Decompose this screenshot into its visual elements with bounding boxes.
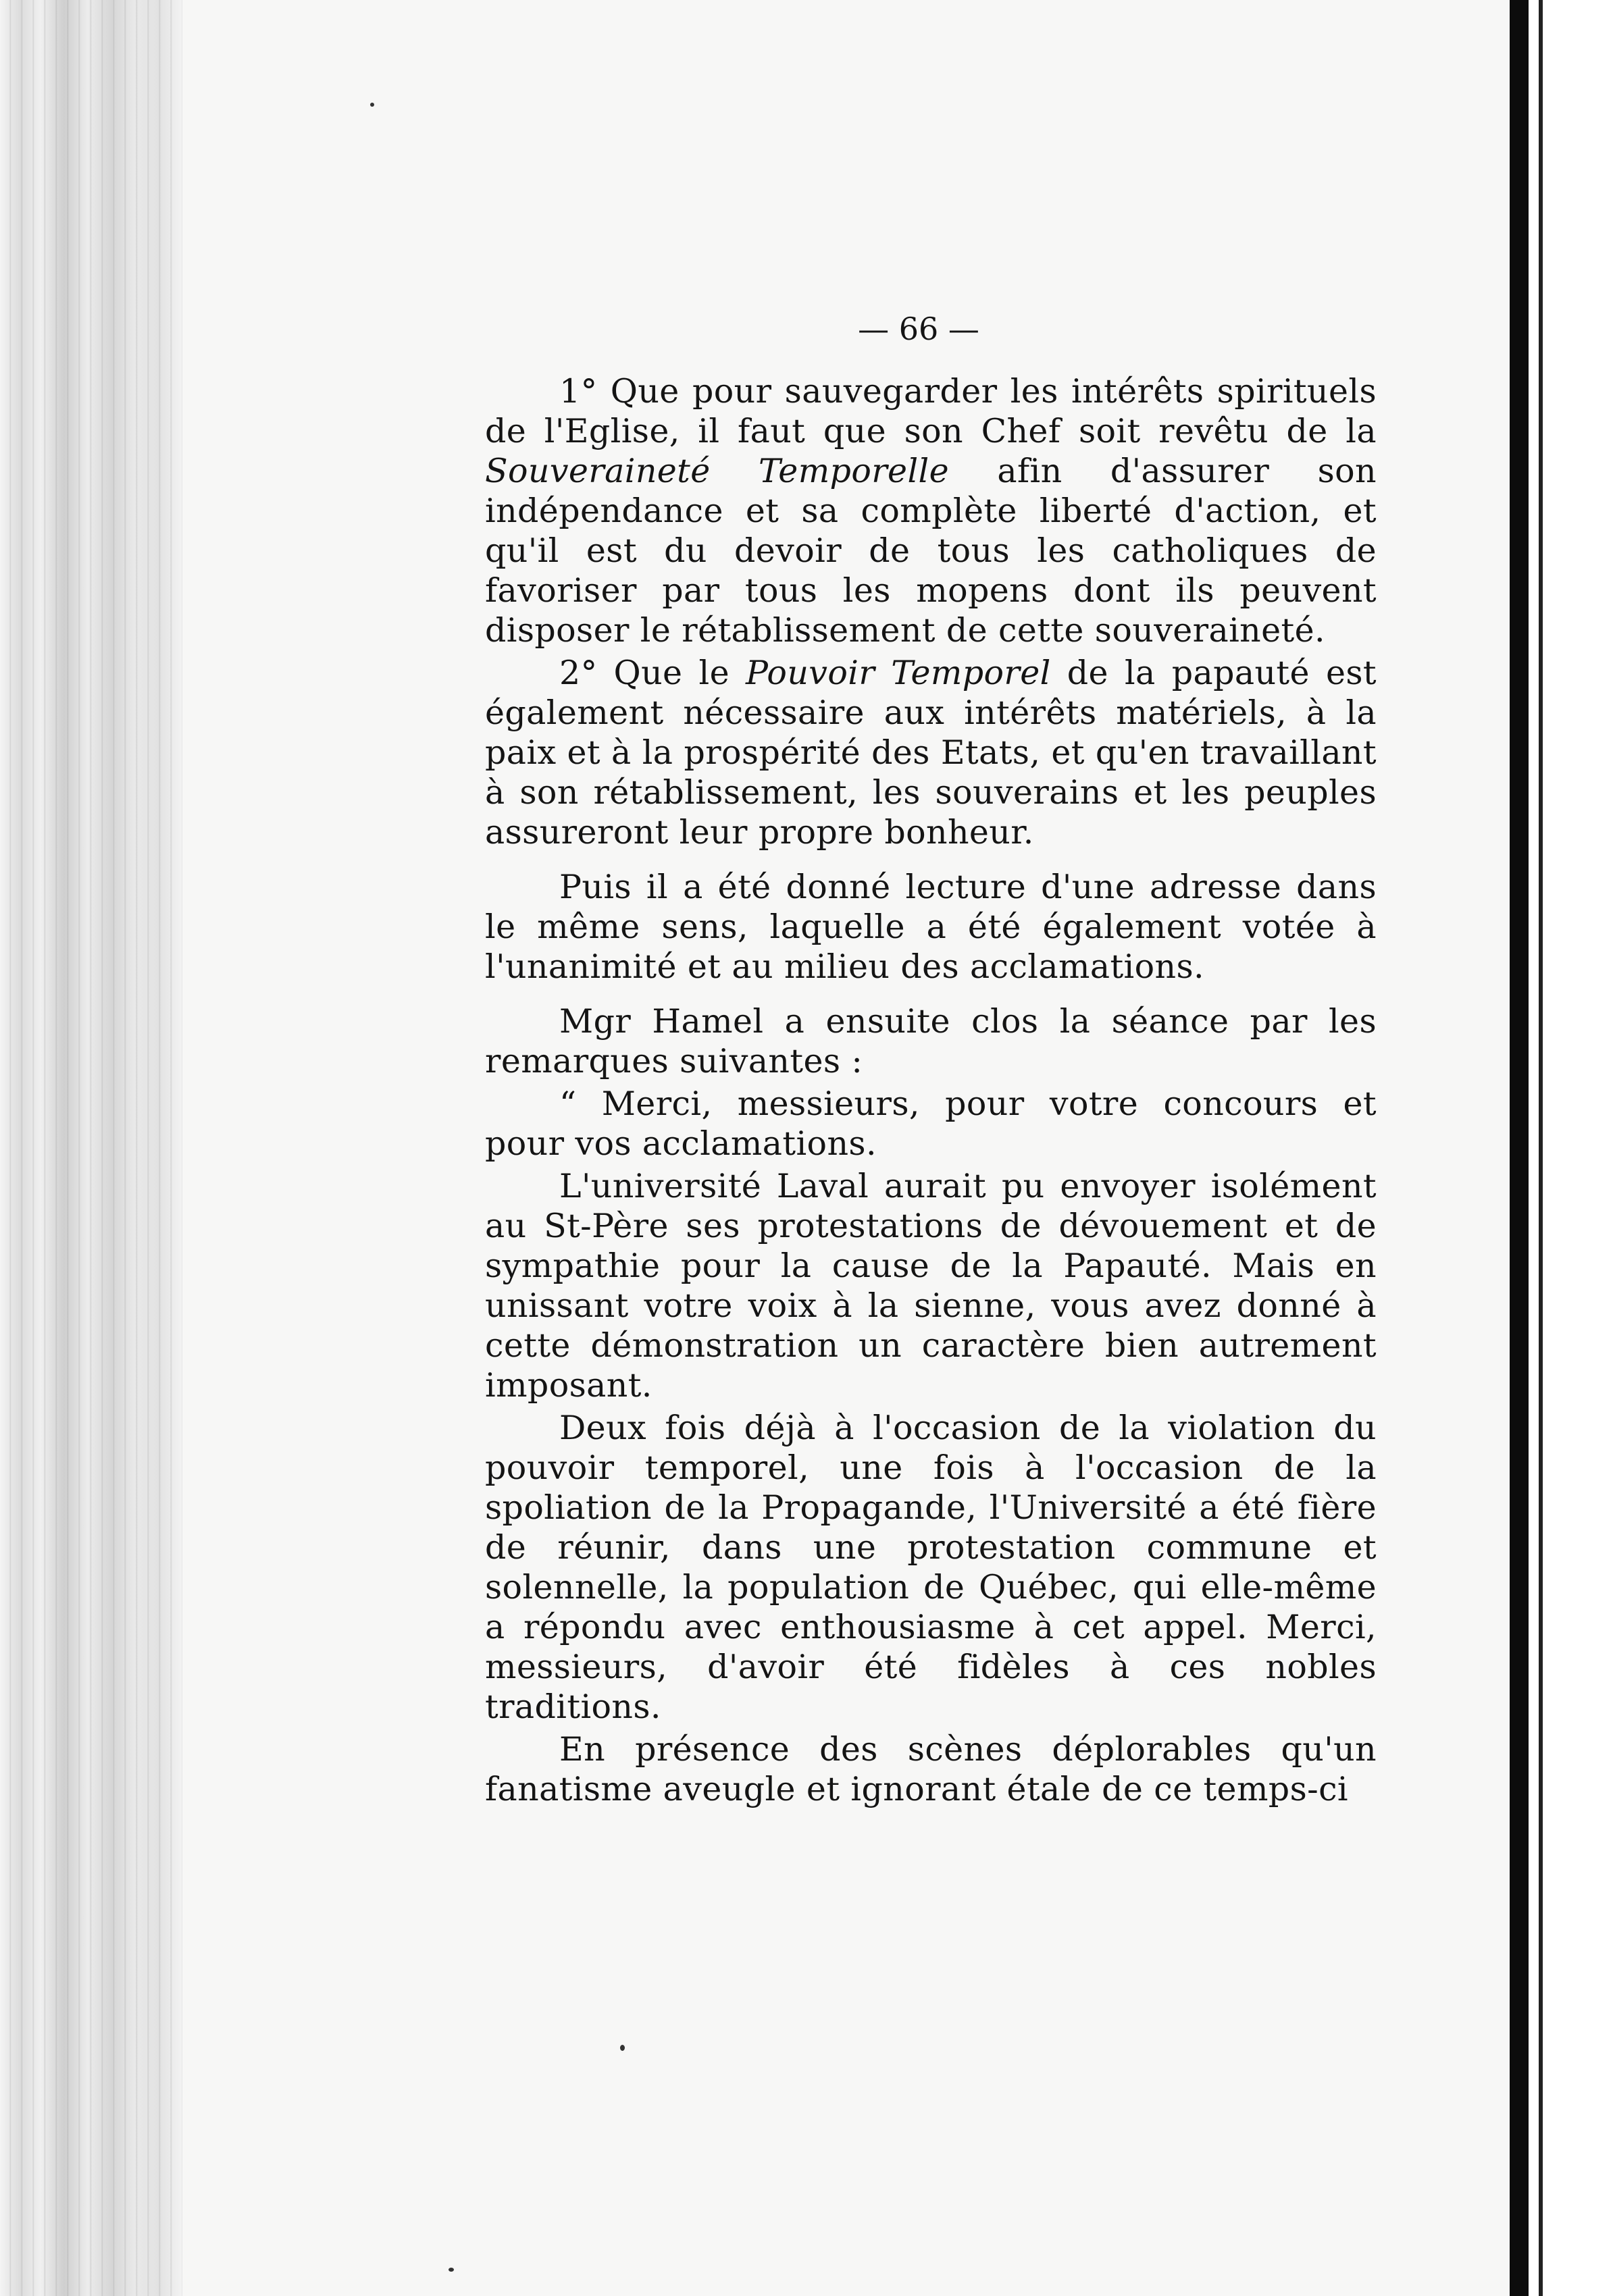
paragraph-text: afin d'assurer son indépendance et sa complète liberté d'action, et qu'il est du devoir de tous les catholiques de favoriser par tous les mopens dont ils peuvent disposer le rétablissement de cette souveraineté. bbox=[485, 452, 1377, 650]
paragraph-text: 1° Que pour sauvegarder les intérêts spirituels de l'Eglise, il faut que son Chef soit revêtu de la bbox=[485, 372, 1377, 450]
ink-speck bbox=[370, 103, 374, 107]
paragraph-text: 2° Que le bbox=[559, 654, 746, 692]
paragraph-resolution-1 bbox=[485, 371, 1377, 650]
ink-speck bbox=[449, 2268, 454, 2272]
scan-border-dark bbox=[1510, 0, 1529, 2296]
body-text bbox=[485, 297, 1377, 1809]
paragraph-universite-laval: L'université Laval aurait pu envoyer isolément au St-Père ses protestations de dévouement et de sympathie pour la cause de la Papauté. Mais en unissant votre voix à la sienne, vous avez donné à cette démonstration un caractère bien autrement imposant. bbox=[485, 1167, 1377, 1405]
italic-term: Souveraineté Temporelle bbox=[485, 452, 949, 490]
paragraph-address: Puis il a été donné lecture d'une adresse dans le même sens, laquelle a été également votée à l'unanimité et au milieu des acclamations. bbox=[485, 868, 1377, 986]
paragraph-en-presence: En présence des scènes déplorables qu'un fanatisme aveugle et ignorant étale de ce temps-ci bbox=[485, 1730, 1377, 1808]
paragraph-text: de la papauté est également nécessaire aux intérêts matériels, à la paix et à la prospérité des Etats, et qu'en travaillant à son rétablissement, les souverains et les peuples assureront leur propre bonheur. bbox=[485, 654, 1377, 852]
paragraph-merci: “ Merci, messieurs, pour votre concours et pour vos acclamations. bbox=[485, 1085, 1377, 1163]
paragraph-deux-fois: Deux fois déjà à l'occasion de la violation du pouvoir temporel, une fois à l'occasion de la spoliation de la Propagande, l'Université a été fière de réunir, dans une protestation commune et solennelle, la population de Québec, qui elle-même a répondu avec enthousiasme à cet appel. Merci, messieurs, d'avoir été fidèles à ces nobles traditions. bbox=[485, 1409, 1377, 1726]
scan-border-line bbox=[1539, 0, 1543, 2296]
paragraph-mgr-hamel: Mgr Hamel a ensuite clos la séance par les remarques suivantes : bbox=[485, 1002, 1377, 1080]
italic-term: Pouvoir Temporel bbox=[746, 654, 1051, 692]
gutter-page-edges bbox=[0, 0, 182, 2296]
page-number: — 66 — bbox=[858, 311, 979, 347]
ink-speck bbox=[620, 2045, 625, 2051]
paragraph-resolution-2 bbox=[485, 653, 1377, 852]
